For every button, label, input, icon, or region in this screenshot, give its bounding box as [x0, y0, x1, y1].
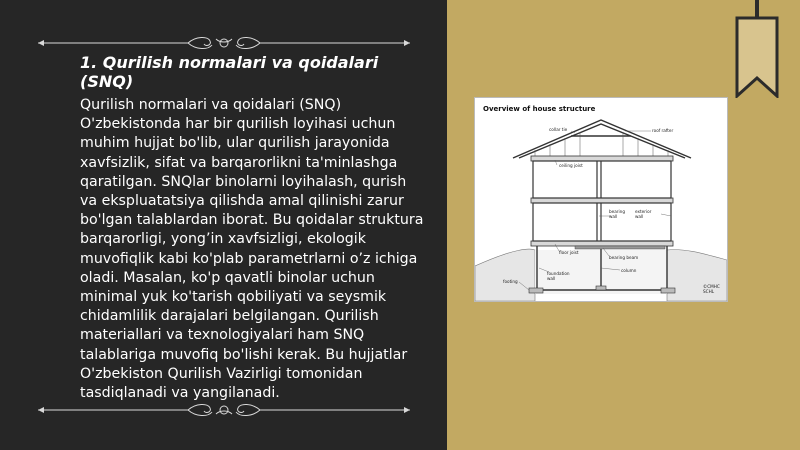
figure-title: Overview of house structure	[483, 105, 596, 113]
bottom-divider-ornament	[38, 402, 410, 418]
label-foundation-wall: foundation wall	[547, 271, 570, 281]
figure-credit: ©CMHC SCHL	[703, 284, 720, 294]
top-divider-ornament	[38, 35, 410, 51]
label-floor-joist: floor joist	[559, 250, 579, 255]
label-ceiling-joist: ceiling joist	[559, 163, 583, 168]
house-structure-figure	[474, 97, 728, 302]
label-footing: footing	[503, 279, 518, 284]
slide-body-text: Qurilish normalari va qoidalari (SNQ) O'zbekistonda har bir qurilish loyihasi uchun muhim hujjat bo'lib, ular qurilish jarayonida xavfsizlik, sifat va barqarorlikni ta'minlashga qaratilgan. SNQlar binolarni loyihalash, qurish va ekspluatatsiya qilishda amal qilinishi zarur bo'lgan talablardan iborat. Bu qoidalar struktura barqarorligi, yong’in xavfsizligi, ekologik muvofiqlik kabi ko'plab parametrlarni o’z ichiga oladi. Masalan, ko'p qavatli binolar uchun minimal yuk ko'tarish qobiliyati va seysmik chidamlilik darajalari belgilangan. Qurilish materiallari va texnologiyalari ham SNQ talablariga muvofiq bo'lishi kerak. Bu hujjatlar O'zbekiston Qurilish Vazirligi tomonidan tasdiqlanadi va yangilanadi.	[80, 97, 424, 402]
label-bearing-wall: bearing wall	[609, 209, 625, 219]
label-exterior-wall: exterior wall	[635, 209, 652, 219]
slide-title: 1. Qurilish normalari va qoidalari (SNQ)	[80, 53, 379, 91]
bookmark-ribbon-icon	[733, 0, 781, 98]
label-bearing-beam: bearing beam	[609, 255, 639, 260]
label-column: column	[621, 268, 637, 273]
label-collar-tie: collar tie	[549, 127, 568, 132]
label-roof-rafter: roof rafter	[652, 128, 674, 133]
